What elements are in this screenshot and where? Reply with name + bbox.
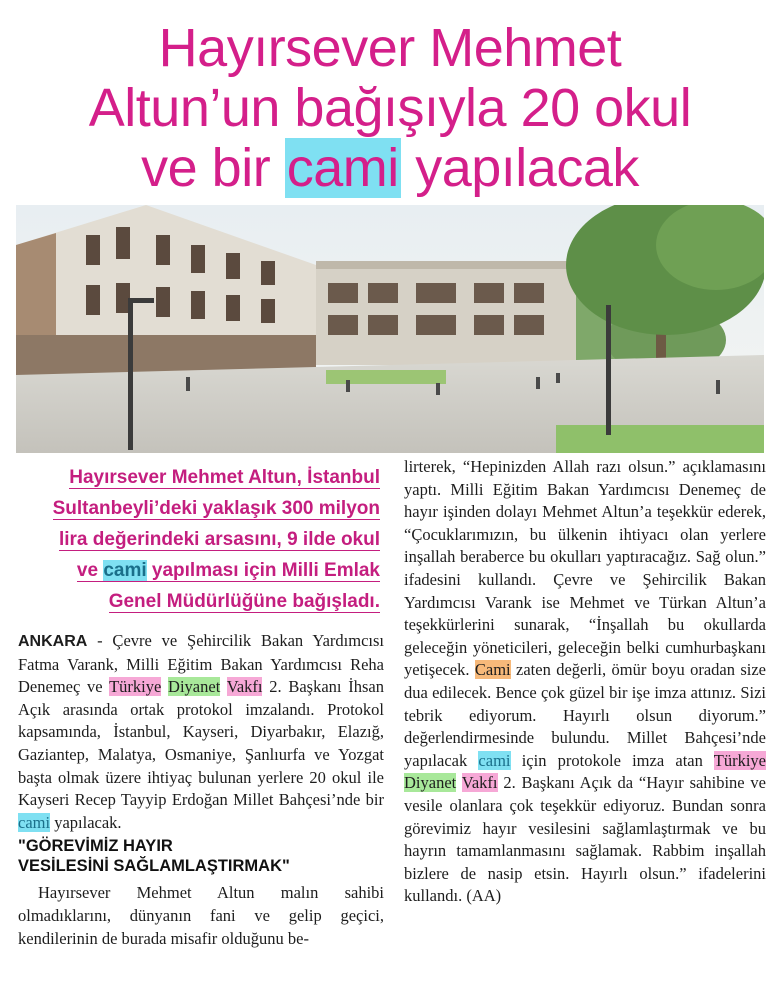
highlight-cami: cami <box>18 812 51 832</box>
architectural-rendering-photo <box>16 205 764 453</box>
text: - Çevre ve Şehircilik Bakan Yardımcısı Fatma Varank, Milli Eğitim Bakan Yardımcısı Reha Denemeç ve <box>18 631 384 697</box>
headline-text: yapılacak <box>400 138 639 198</box>
building-illustration <box>16 205 764 453</box>
dateline-city: ANKARA <box>18 633 88 650</box>
highlight-diyanet: Diyanet <box>404 773 457 793</box>
headline-line-2: Altun’un bağışıyla 20 okul <box>88 78 692 138</box>
text: için protokole imza atan <box>510 750 714 770</box>
subheading <box>18 836 384 876</box>
article-column-1 <box>18 630 384 950</box>
highlight-cami: cami <box>286 138 399 198</box>
highlight-diyanet: Diyanet <box>168 677 221 697</box>
headline <box>0 18 780 198</box>
lead-text: ve <box>76 560 104 581</box>
headline-line-3 <box>0 138 780 198</box>
paragraph <box>404 456 766 908</box>
headline-line-1: Hayırsever Mehmet <box>158 18 622 78</box>
paragraph <box>18 630 384 834</box>
text: 2. Başkanı İhsan Açık arasında ortak protokol imzalandı. Protokol kapsamında, İstanbul, Kayseri, Diyarbakır, Elazığ, Gaziantep, Malatya, Osmaniye, Şanlıurfa ve Yozgat başta olmak üzere ihtiyaç bulunan yerlere 20 okul ile Kayseri Recep Tayyip Erdoğan Millet Bahçesi’nde bir <box>18 677 384 810</box>
highlight-turkiye: Türkiye <box>109 677 162 697</box>
text <box>220 677 226 696</box>
subheading-line: VESİLESİNİ SAĞLAMLAŞTIRMAK" <box>18 857 290 876</box>
lead-line: Sultanbeyli’deki yaklaşık 300 milyon <box>52 498 380 519</box>
highlight-cami: cami <box>478 750 511 770</box>
headline-text: ve bir <box>141 138 285 198</box>
subheading-line: "GÖREVİMİZ HAYIR <box>18 837 173 856</box>
text: zaten değerli, ömür boyu oradan size dua edilecek. Bence çok güzel bir işe imza attınız. Sizi tebrik ediyorum. Hayırlı olsun diyorum.” değerlendirmesinde bulundu. Millet Bahçesi’nde yapılacak <box>404 660 766 770</box>
lead-line <box>77 560 380 582</box>
lead-line: Hayırsever Mehmet Altun, İstanbul <box>69 467 380 488</box>
text: yapılacak. <box>50 812 122 832</box>
highlight-cami: Cami <box>474 660 511 680</box>
text: lirterek, “Hepinizden Allah razı olsun.” açıklamasını yaptı. Milli Eğitim Bakan Yardımcısı Denemeç de hayır işinden dolayı Mehmet Altun’a teşekkür ederek, “Çocuklarımızın, bu ülkenin ihtiyacı olan yerlere inşallah beraberce bu okulları yaptıracağız. Sağ olun.” ifadesini kullandı. Çevre ve Şehircilik Bakan Yardımcısı Varank ise Mehmet ve Türkan Altun’a teşekkürlerini sunarak, “İnşallah bu okullarda geleceğin yöneticileri, geleceğin belki cumhurbaşkanı yetişecek. <box>404 457 766 680</box>
lead-paragraph <box>18 462 380 617</box>
highlight-vakfi: Vakfı <box>461 773 498 793</box>
lead-line: lira değerindeki arsasını, 9 ilde okul <box>58 529 380 550</box>
text <box>456 773 462 792</box>
lead-text: yapılması için Milli Emlak <box>146 560 380 581</box>
highlight-vakfi: Vakfı <box>226 677 263 697</box>
text: 2. Başkanı Açık da “Hayır sahibine ve vesile olanlara çok teşekkür ediyoruz. Bundan sonra görevimiz hayır vesilesini sağlamlaştırmak ve bu hayrın tamamlanmasını sağlamak. Rabbim inşallah bizlere de nasip etsin. Hayırlı olsun.” ifadelerini kullandı. (AA) <box>404 773 766 906</box>
article-column-2 <box>404 456 766 908</box>
highlight-cami: cami <box>103 560 147 581</box>
paragraph: Hayırsever Mehmet Altun malın sahibi olmadıklarını, dünyanın fani ve gelip geçici, kendilerinin de burada misafir olduğunu be- <box>18 883 384 948</box>
lead-line: Genel Müdürlüğüne bağışladı. <box>108 591 380 612</box>
highlight-turkiye: Türkiye <box>713 750 766 770</box>
